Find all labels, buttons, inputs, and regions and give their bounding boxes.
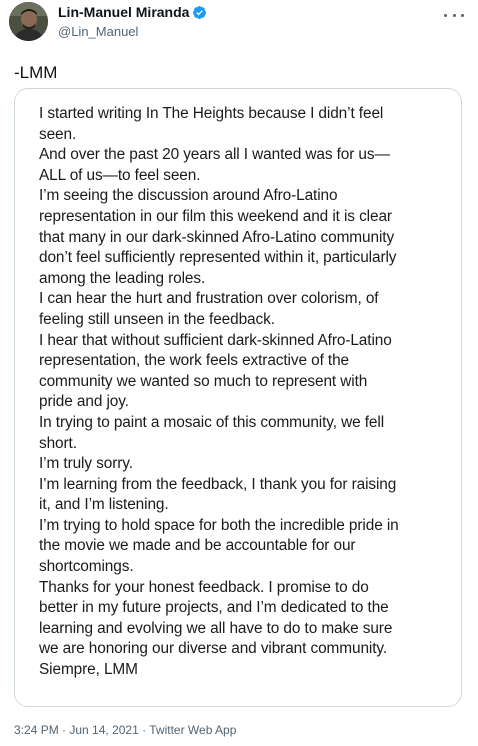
display-name-row <box>58 3 207 22</box>
statement-line: Siempre, LMM <box>39 661 138 679</box>
statement-line: it, and I’m listening. <box>39 496 169 514</box>
more-options-button[interactable] <box>444 8 464 22</box>
display-name[interactable]: Lin-Manuel Miranda <box>58 4 190 20</box>
author-info <box>58 3 207 41</box>
tweet-time[interactable]: 3:24 PM <box>14 723 59 737</box>
statement-line: I’m trying to hold space for both the incredible pride in <box>39 516 399 534</box>
statement-line: I’m truly sorry. <box>39 455 133 473</box>
statement-line: don’t feel sufficiently represented within it, particularly <box>39 249 397 267</box>
statement-line: ALL of us—to feel seen. <box>39 166 201 184</box>
statement-line: feeling still unseen in the feedback. <box>39 310 275 328</box>
statement-image[interactable] <box>14 88 462 707</box>
meta-separator: · <box>138 723 150 737</box>
tweet-date[interactable]: Jun 14, 2021 <box>69 723 139 737</box>
verified-badge-icon <box>192 5 207 20</box>
statement-line: the movie we made and be accountable for our <box>39 537 356 555</box>
statement-line: pride and joy. <box>39 393 129 411</box>
statement-line: Thanks for your honest feedback. I promise to do <box>39 578 369 596</box>
statement-line: that many in our dark-skinned Afro-Latino community <box>39 228 395 246</box>
statement-line: short. <box>39 434 77 452</box>
more-dot-icon <box>461 14 464 17</box>
statement-line: representation, the work feels extractive of the <box>39 352 350 370</box>
statement-line: In trying to paint a mosaic of this community, we fell <box>39 413 385 431</box>
statement-line: better in my future projects, and I’m dedicated to the <box>39 599 389 617</box>
statement-line: representation in our film this weekend and it is clear <box>39 207 392 225</box>
statement-line: seen. <box>39 125 77 143</box>
statement-text <box>39 104 449 681</box>
tweet-text: -LMM <box>14 63 58 82</box>
avatar-image <box>9 2 48 41</box>
statement-line: we are honoring our diverse and vibrant community. <box>39 640 388 658</box>
meta-separator: · <box>58 723 70 737</box>
statement-line: I’m seeing the discussion around Afro-Latino <box>39 187 338 205</box>
statement-line: And over the past 20 years all I wanted was for us— <box>39 146 390 164</box>
avatar[interactable] <box>9 2 48 41</box>
more-dot-icon <box>444 14 447 17</box>
statement-line: community we wanted so much to represent with <box>39 372 368 390</box>
statement-line: shortcomings. <box>39 558 134 576</box>
statement-line: I started writing In The Heights because I didn’t feel <box>39 105 384 122</box>
statement-line: I can hear the hurt and frustration over colorism, of <box>39 290 379 308</box>
handle[interactable]: @Lin_Manuel <box>58 24 139 39</box>
more-dot-icon <box>453 14 456 17</box>
statement-line: learning and evolving we all have to do to make sure <box>39 619 393 637</box>
tweet-meta <box>14 723 236 737</box>
statement-line: among the leading roles. <box>39 269 206 287</box>
statement-line: I’m learning from the feedback, I thank you for raising <box>39 475 397 493</box>
tweet-source: Twitter Web App <box>149 723 237 737</box>
statement-line: I hear that without sufficient dark-skinned Afro-Latino <box>39 331 392 349</box>
